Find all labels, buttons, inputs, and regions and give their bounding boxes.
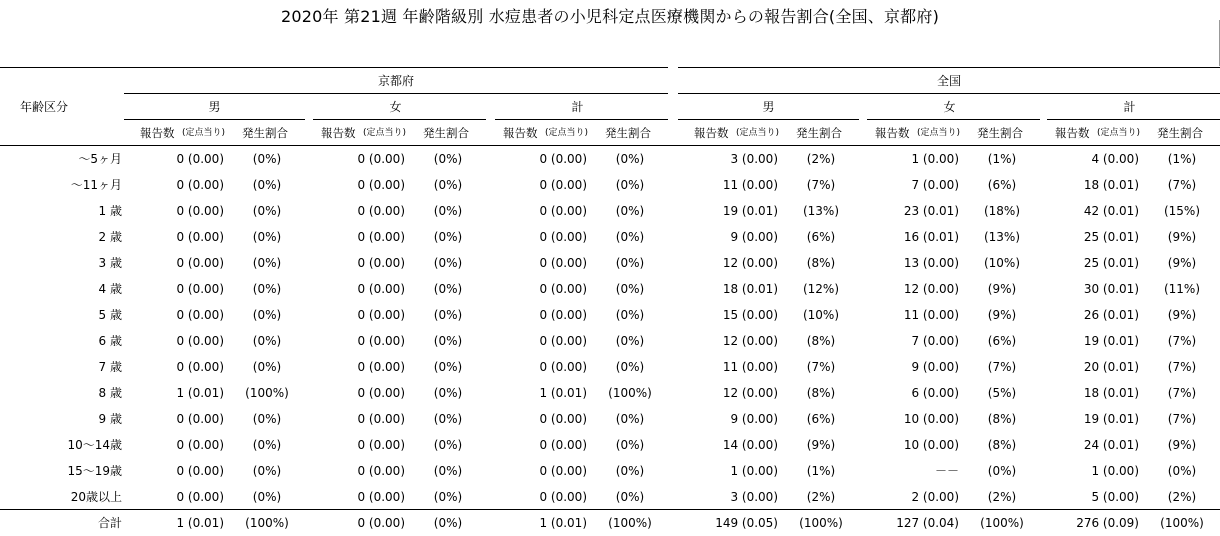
rate-value: (7%)	[806, 360, 836, 374]
reports-value: 0 (0.00)	[176, 412, 224, 426]
reports-value: 1 (0.00)	[1091, 464, 1139, 478]
rate-value: (0%)	[252, 490, 282, 504]
age-label: ～5ヶ月	[78, 152, 122, 166]
reports-value: 9 (0.00)	[730, 230, 778, 244]
rate-value: (0%)	[433, 386, 463, 400]
reports-value: 0 (0.00)	[357, 178, 405, 192]
rate-value: (6%)	[806, 412, 836, 426]
reports-value: 19 (0.01)	[722, 204, 778, 218]
total-label: 合計	[97, 516, 122, 530]
rate-value: (2%)	[987, 490, 1017, 504]
rate-value: (9%)	[1167, 230, 1197, 244]
rate-value: (0%)	[252, 282, 282, 296]
rate-header: 発生割合	[423, 126, 469, 140]
age-label: 9 歳	[98, 412, 122, 426]
rate-value: (7%)	[1167, 412, 1197, 426]
reports-value: 0 (0.00)	[176, 178, 224, 192]
age-label: 7 歳	[98, 360, 122, 374]
age-label: 10～14歳	[67, 438, 122, 452]
age-label: 20歳以上	[70, 490, 122, 504]
rate-value: (12%)	[802, 282, 840, 296]
rate-value: (100%)	[608, 386, 652, 400]
rate-value: (0%)	[433, 490, 463, 504]
rate-header: 発生割合	[977, 126, 1023, 140]
rate-value: (6%)	[987, 334, 1017, 348]
reports-value: －－	[934, 464, 959, 478]
rate-value: (100%)	[245, 516, 289, 530]
reports-value: 0 (0.00)	[539, 334, 587, 348]
reports-value: 0 (0.00)	[539, 230, 587, 244]
rate-value: (0%)	[615, 464, 645, 478]
reports-value: 24 (0.01)	[1083, 438, 1139, 452]
reports-value: 0 (0.00)	[539, 204, 587, 218]
reports-value: 13 (0.00)	[903, 256, 959, 270]
reports-value: 0 (0.00)	[176, 464, 224, 478]
reports-value: 3 (0.00)	[730, 152, 778, 166]
sex-header-male: 男	[208, 100, 221, 114]
rate-value: (100%)	[799, 516, 843, 530]
reports-value: 14 (0.00)	[722, 438, 778, 452]
rate-value: (7%)	[1167, 360, 1197, 374]
reports-value: 0 (0.00)	[357, 438, 405, 452]
reports-value: 0 (0.00)	[176, 308, 224, 322]
reports-value: 0 (0.00)	[357, 360, 405, 374]
age-label: 15～19歳	[67, 464, 122, 478]
rate-value: (18%)	[983, 204, 1021, 218]
rate-value: (100%)	[980, 516, 1024, 530]
region-header-national: 全国	[936, 74, 961, 88]
age-label: 6 歳	[98, 334, 122, 348]
reports-value: 0 (0.00)	[357, 152, 405, 166]
reports-value: 12 (0.00)	[903, 282, 959, 296]
rate-value: (11%)	[1163, 282, 1201, 296]
rate-value: (0%)	[615, 178, 645, 192]
rate-value: (0%)	[433, 178, 463, 192]
reports-value: 25 (0.01)	[1083, 256, 1139, 270]
rate-header: 発生割合	[1157, 126, 1203, 140]
rate-value: (1%)	[987, 152, 1017, 166]
rate-value: (5%)	[987, 386, 1017, 400]
rate-value: (100%)	[608, 516, 652, 530]
reports-value: 15 (0.00)	[722, 308, 778, 322]
per-site-header: (定点当り)	[182, 128, 226, 138]
reports-value: 18 (0.01)	[1083, 386, 1139, 400]
reports-value: 1 (0.00)	[911, 152, 959, 166]
rate-header: 発生割合	[605, 126, 651, 140]
reports-value: 9 (0.00)	[730, 412, 778, 426]
reports-value: 6 (0.00)	[911, 386, 959, 400]
reports-header: 報告数	[694, 126, 729, 140]
rate-value: (0%)	[615, 490, 645, 504]
reports-value: 19 (0.01)	[1083, 412, 1139, 426]
reports-value: 0 (0.00)	[539, 412, 587, 426]
sex-header-total: 計	[1123, 100, 1136, 114]
reports-value: 18 (0.01)	[1083, 178, 1139, 192]
rate-value: (0%)	[433, 516, 463, 530]
reports-value: 1 (0.01)	[176, 516, 224, 530]
rate-value: (0%)	[252, 152, 282, 166]
rate-value: (7%)	[987, 360, 1017, 374]
rate-value: (0%)	[252, 308, 282, 322]
reports-value: 5 (0.00)	[1091, 490, 1139, 504]
age-label: 5 歳	[98, 308, 122, 322]
rate-value: (0%)	[433, 412, 463, 426]
rate-value: (0%)	[433, 464, 463, 478]
rate-value: (100%)	[1160, 516, 1204, 530]
rate-value: (7%)	[806, 178, 836, 192]
reports-value: 0 (0.00)	[357, 464, 405, 478]
reports-value: 16 (0.01)	[903, 230, 959, 244]
reports-value: 0 (0.00)	[357, 204, 405, 218]
reports-value: 10 (0.00)	[903, 412, 959, 426]
reports-value: 12 (0.00)	[722, 386, 778, 400]
rate-value: (8%)	[806, 256, 836, 270]
reports-value: 19 (0.01)	[1083, 334, 1139, 348]
reports-value: 0 (0.00)	[357, 308, 405, 322]
rate-value: (0%)	[615, 282, 645, 296]
rate-value: (0%)	[433, 152, 463, 166]
rate-value: (0%)	[615, 438, 645, 452]
reports-value: 0 (0.00)	[357, 230, 405, 244]
reports-value: 30 (0.01)	[1083, 282, 1139, 296]
reports-value: 12 (0.00)	[722, 334, 778, 348]
reports-value: 0 (0.00)	[176, 360, 224, 374]
rate-value: (0%)	[252, 438, 282, 452]
rate-value: (7%)	[1167, 178, 1197, 192]
reports-value: 0 (0.00)	[357, 516, 405, 530]
age-label: ～11ヶ月	[70, 178, 122, 192]
rate-value: (6%)	[806, 230, 836, 244]
age-label: 1 歳	[98, 204, 122, 218]
reports-value: 0 (0.00)	[176, 438, 224, 452]
reports-value: 0 (0.00)	[176, 204, 224, 218]
reports-value: 0 (0.00)	[539, 438, 587, 452]
rate-value: (9%)	[987, 282, 1017, 296]
rate-value: (0%)	[252, 360, 282, 374]
rate-value: (0%)	[615, 152, 645, 166]
rate-value: (0%)	[252, 334, 282, 348]
rate-value: (0%)	[433, 204, 463, 218]
reports-value: 0 (0.00)	[176, 256, 224, 270]
rate-value: (7%)	[1167, 386, 1197, 400]
age-label: 8 歳	[98, 386, 122, 400]
reports-value: 2 (0.00)	[911, 490, 959, 504]
rate-value: (0%)	[433, 360, 463, 374]
age-label: 4 歳	[98, 282, 122, 296]
rate-header: 発生割合	[796, 126, 842, 140]
reports-value: 0 (0.00)	[176, 490, 224, 504]
rate-value: (0%)	[433, 230, 463, 244]
rate-value: (0%)	[987, 464, 1017, 478]
rate-value: (6%)	[987, 178, 1017, 192]
rate-value: (0%)	[252, 178, 282, 192]
reports-header: 報告数	[503, 126, 538, 140]
reports-value: 9 (0.00)	[911, 360, 959, 374]
reports-value: 1 (0.01)	[539, 516, 587, 530]
reports-value: 0 (0.00)	[176, 152, 224, 166]
rate-value: (0%)	[252, 230, 282, 244]
rate-header: 発生割合	[242, 126, 288, 140]
age-label: 2 歳	[98, 230, 122, 244]
reports-value: 7 (0.00)	[911, 178, 959, 192]
reports-value: 7 (0.00)	[911, 334, 959, 348]
rate-value: (100%)	[245, 386, 289, 400]
reports-value: 0 (0.00)	[539, 360, 587, 374]
per-site-header: (定点当り)	[545, 128, 589, 138]
reports-value: 0 (0.00)	[539, 256, 587, 270]
reports-value: 0 (0.00)	[176, 334, 224, 348]
row-label-header: 年齢区分	[20, 100, 69, 114]
rate-value: (0%)	[615, 412, 645, 426]
per-site-header: (定点当り)	[363, 128, 407, 138]
region-header-kyoto: 京都府	[377, 74, 414, 88]
reports-value: 0 (0.00)	[539, 464, 587, 478]
rate-value: (2%)	[806, 490, 836, 504]
reports-value: 4 (0.00)	[1091, 152, 1139, 166]
reports-header: 報告数	[875, 126, 910, 140]
rate-value: (9%)	[987, 308, 1017, 322]
reports-value: 0 (0.00)	[539, 308, 587, 322]
rate-value: (7%)	[1167, 334, 1197, 348]
reports-value: 11 (0.00)	[722, 178, 778, 192]
rate-value: (9%)	[806, 438, 836, 452]
rate-value: (2%)	[1167, 490, 1197, 504]
rate-value: (0%)	[433, 308, 463, 322]
page-title: 2020年 第21週 年齢階級別 水痘患者の小児科定点医療機関からの報告割合(全国、京都府)	[280, 7, 940, 26]
rate-value: (0%)	[252, 464, 282, 478]
per-site-header: (定点当り)	[917, 128, 961, 138]
rate-value: (8%)	[806, 386, 836, 400]
reports-value: 0 (0.00)	[539, 152, 587, 166]
rate-value: (0%)	[252, 412, 282, 426]
reports-value: 0 (0.00)	[539, 282, 587, 296]
rate-value: (13%)	[983, 230, 1021, 244]
rate-value: (0%)	[615, 360, 645, 374]
rate-value: (1%)	[1167, 152, 1197, 166]
sex-header-female: 女	[389, 100, 402, 114]
rate-value: (9%)	[1167, 308, 1197, 322]
reports-value: 20 (0.01)	[1083, 360, 1139, 374]
per-site-header: (定点当り)	[1097, 128, 1141, 138]
rate-value: (0%)	[1167, 464, 1197, 478]
reports-header: 報告数	[1055, 126, 1090, 140]
reports-value: 0 (0.00)	[539, 490, 587, 504]
rate-value: (8%)	[987, 412, 1017, 426]
rate-value: (8%)	[806, 334, 836, 348]
reports-value: 42 (0.01)	[1083, 204, 1139, 218]
reports-value: 0 (0.00)	[357, 334, 405, 348]
reports-value: 11 (0.00)	[722, 360, 778, 374]
rate-value: (2%)	[806, 152, 836, 166]
reports-value: 3 (0.00)	[730, 490, 778, 504]
rate-value: (0%)	[252, 204, 282, 218]
rate-value: (0%)	[252, 256, 282, 270]
reports-value: 1 (0.00)	[730, 464, 778, 478]
reports-value: 0 (0.00)	[539, 178, 587, 192]
reports-value: 25 (0.01)	[1083, 230, 1139, 244]
reports-value: 276 (0.09)	[1076, 516, 1139, 530]
rate-value: (0%)	[433, 334, 463, 348]
reports-header: 報告数	[140, 126, 175, 140]
rate-value: (8%)	[987, 438, 1017, 452]
rate-value: (9%)	[1167, 438, 1197, 452]
rate-value: (0%)	[615, 204, 645, 218]
reports-value: 127 (0.04)	[896, 516, 959, 530]
rate-value: (0%)	[433, 282, 463, 296]
rate-value: (0%)	[615, 334, 645, 348]
rate-value: (0%)	[433, 256, 463, 270]
reports-value: 0 (0.00)	[357, 386, 405, 400]
reports-value: 0 (0.00)	[176, 230, 224, 244]
rate-value: (15%)	[1163, 204, 1201, 218]
reports-value: 26 (0.01)	[1083, 308, 1139, 322]
reports-value: 0 (0.00)	[357, 412, 405, 426]
reports-value: 12 (0.00)	[722, 256, 778, 270]
rate-value: (10%)	[802, 308, 840, 322]
age-label: 3 歳	[98, 256, 122, 270]
sex-header-male: 男	[762, 100, 775, 114]
rate-value: (0%)	[433, 438, 463, 452]
sex-header-total: 計	[571, 100, 584, 114]
rate-value: (10%)	[983, 256, 1021, 270]
reports-header: 報告数	[321, 126, 356, 140]
rate-value: (9%)	[1167, 256, 1197, 270]
reports-value: 0 (0.00)	[357, 282, 405, 296]
reports-value: 18 (0.01)	[722, 282, 778, 296]
reports-value: 11 (0.00)	[903, 308, 959, 322]
reports-value: 10 (0.00)	[903, 438, 959, 452]
reports-value: 0 (0.00)	[357, 256, 405, 270]
rate-value: (0%)	[615, 308, 645, 322]
per-site-header: (定点当り)	[736, 128, 780, 138]
rate-value: (0%)	[615, 230, 645, 244]
rate-value: (0%)	[615, 256, 645, 270]
reports-value: 23 (0.01)	[903, 204, 959, 218]
reports-value: 149 (0.05)	[715, 516, 778, 530]
rate-value: (1%)	[806, 464, 836, 478]
sex-header-female: 女	[943, 100, 956, 114]
reports-value: 0 (0.00)	[176, 282, 224, 296]
rate-value: (13%)	[802, 204, 840, 218]
reports-value: 0 (0.00)	[357, 490, 405, 504]
reports-value: 1 (0.01)	[539, 386, 587, 400]
reports-value: 1 (0.01)	[176, 386, 224, 400]
